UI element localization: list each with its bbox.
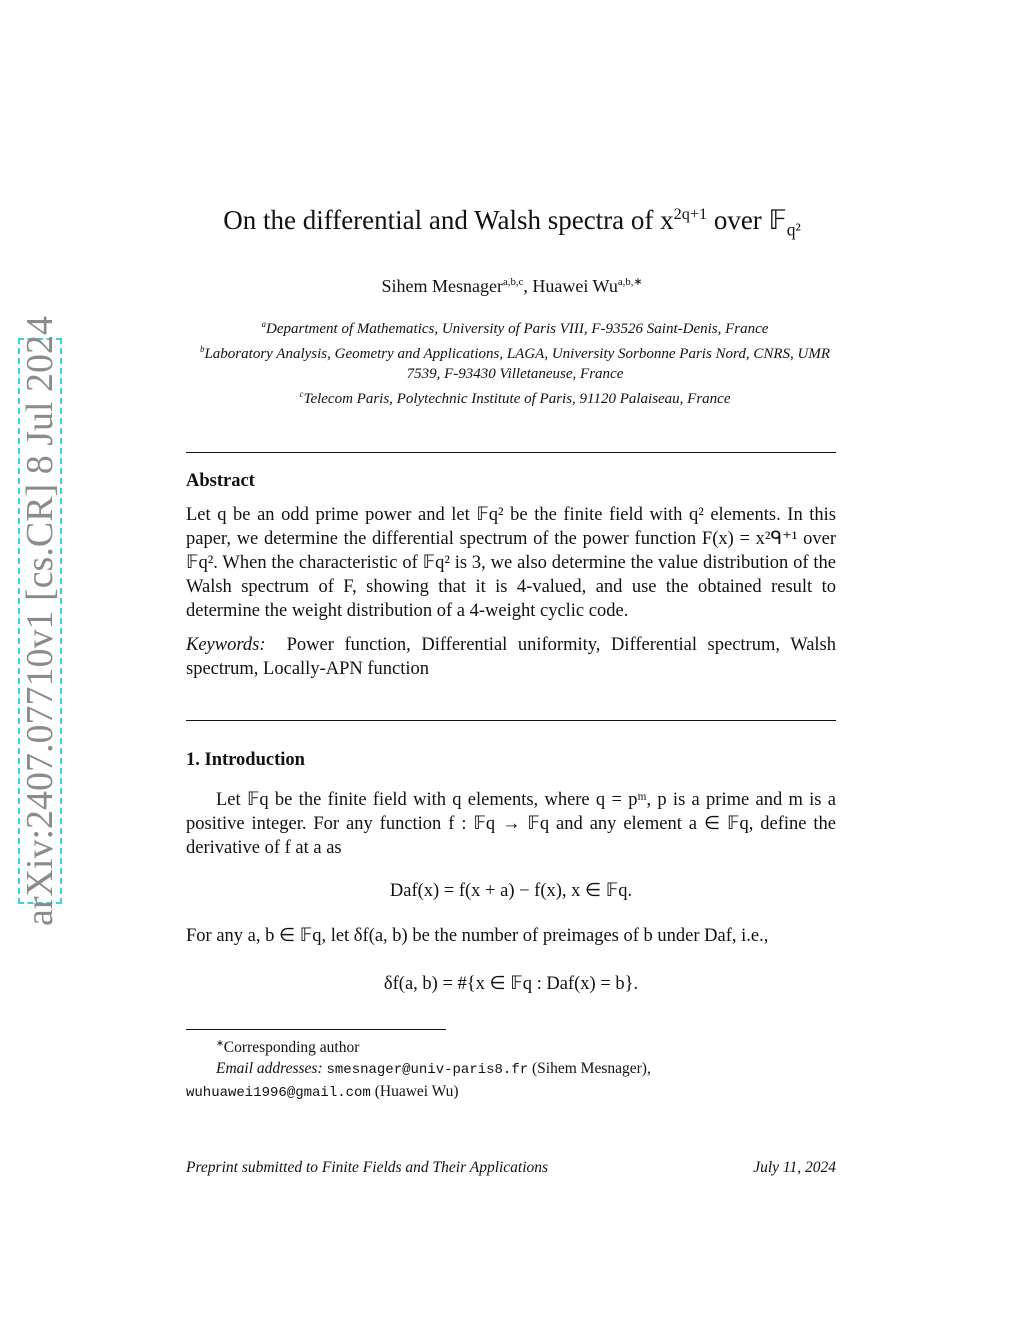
abstract-top-rule	[186, 452, 836, 453]
abstract-heading: Abstract	[186, 471, 255, 491]
title-text: On the differential and Walsh spectra of x	[223, 205, 674, 235]
affiliation-c: $^c$Telecom Paris, Polytechnic Institute of Paris, 91120 Palaiseau, France	[299, 389, 731, 407]
affiliations	[190, 314, 840, 409]
footnote-emails: Email addresses: smesnager@univ-paris8.fr (Sihem Mesnager),	[216, 1060, 651, 1079]
footnote	[186, 1034, 836, 1104]
introduction-section	[186, 748, 836, 860]
footnote-rule	[186, 1029, 446, 1030]
abstract-text: Let q be an odd prime power and let 𝔽q² be the finite field with q² elements. In this paper, we determine the differential spectrum of the power function F(x) = x²ᑫ⁺¹ over 𝔽q². When the characteristic of 𝔽q² is 3, we also determine the value distribution of the Walsh spectrum of F, showing that it is 4-valued, and use the obtained result to determine the weight distribution of a 4-weight cyclic code.	[186, 505, 836, 621]
author-2: Huawei Wu	[532, 276, 618, 296]
title-subscript: q²	[786, 219, 801, 240]
paper-title	[0, 205, 1024, 240]
title-exponent: 2q+1	[673, 205, 708, 223]
intro-paragraph-1: Let 𝔽q be the finite field with q elements, where q = pᵐ, p is a prime and m is a positive integer. For any function f : 𝔽q → 𝔽q and any element a ∈ 𝔽q, define the derivative of f at a as	[186, 790, 836, 858]
arxiv-stamp-text: arXiv:2407.07710v1 [cs.CR] 8 Jul 2024	[19, 315, 62, 927]
title-over: over 𝔽	[707, 205, 787, 235]
abstract-section	[186, 469, 836, 681]
equation-delta: δf(a, b) = #{x ∈ 𝔽q : Daf(x) = b}.	[383, 974, 639, 994]
equation-derivative: Daf(x) = f(x + a) − f(x), x ∈ 𝔽q.	[389, 881, 633, 901]
keywords-text: Power function, Differential uniformity, Differential spectrum, Walsh spectrum, Locally-APN function	[186, 635, 836, 679]
abstract-bottom-rule	[186, 720, 836, 721]
keywords-label: Keywords:	[186, 635, 266, 655]
author-2-affil: a,b,∗	[617, 276, 643, 288]
page-footer	[186, 1159, 836, 1177]
authors: Sihem Mesnager$^{a,b,c}$, Huawei $Wu^{a,b,∗}$	[381, 276, 643, 296]
affiliation-a: $^a$Department of Mathematics, University of Paris VIII, F-93526 Saint-Denis, France	[261, 319, 769, 337]
email-link-2[interactable]: wuhuawei1996@gmail.com	[186, 1085, 371, 1102]
footnote-email-2-line: wuhuawei1996@gmail.com (Huawei Wu)	[186, 1083, 459, 1102]
email-link-1[interactable]: smesnager@univ-paris8.fr	[326, 1062, 529, 1079]
affiliation-b: $^b$Laboratory Analysis, Geometry and Applications, LAGA, University Sorbonne Paris Nord, CNRS, UMR 7539, F-93430 Villetaneuse, France	[199, 344, 831, 382]
arxiv-stamp	[18, 315, 62, 927]
intro-paragraph-2: For any a, b ∈ 𝔽q, let δf(a, b) be the number of preimages of b under Daf, i.e.,	[186, 926, 769, 946]
keywords	[186, 633, 836, 681]
footer-date: July 11, 2024	[753, 1159, 836, 1176]
author-1: Sihem Mesnager	[381, 276, 504, 296]
intro-heading: 1. Introduction	[186, 750, 305, 770]
footer-preprint: Preprint submitted to Finite Fields and Their Applications	[186, 1159, 549, 1176]
footnote-corresponding: ∗Corresponding author	[216, 1039, 360, 1057]
author-1-affil: a,b,c	[503, 276, 524, 288]
